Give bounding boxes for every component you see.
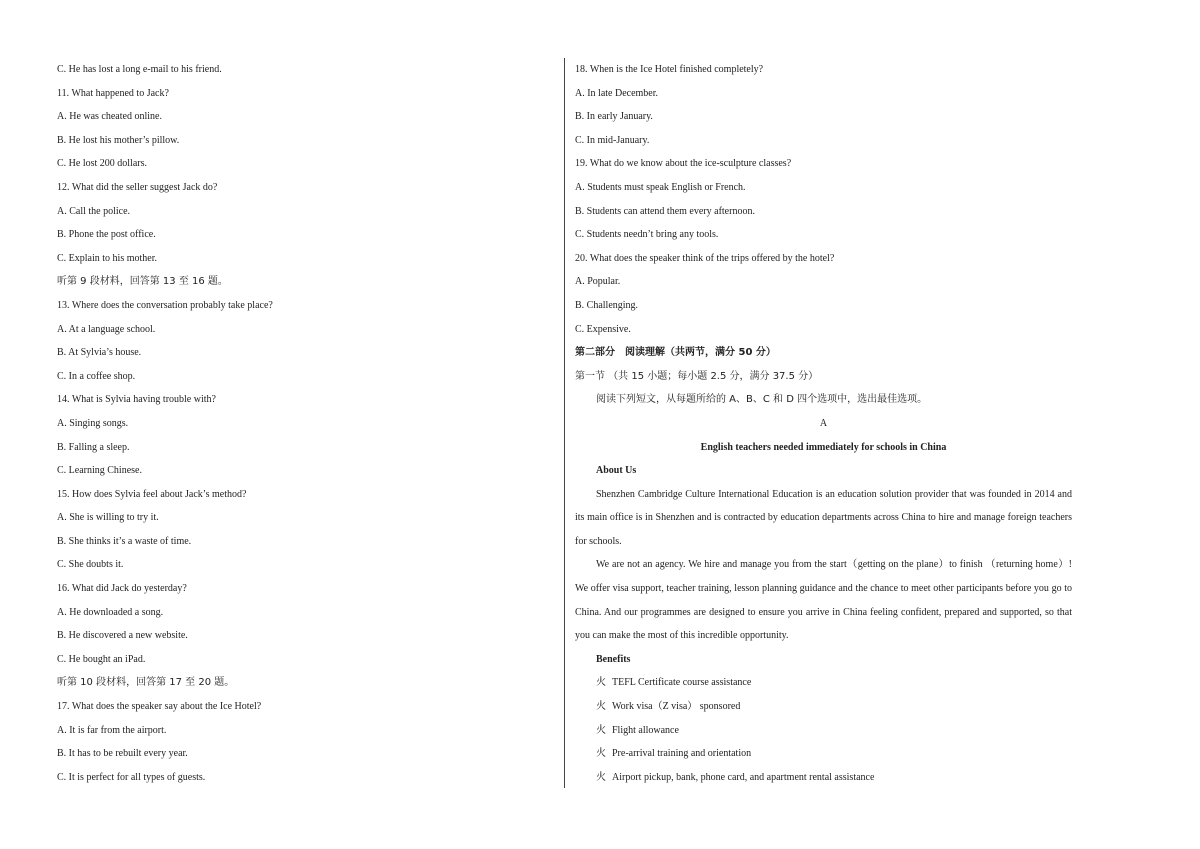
question-line: 16. What did Jack do yesterday?: [57, 583, 187, 595]
benefit-item: [575, 695, 1072, 719]
part-two-heading: 第二部分 阅读理解（共两节，满分 50 分）: [575, 347, 776, 359]
option-line: A. Popular.: [575, 276, 621, 288]
benefit-label: Airport pickup, bank, phone card, and apartment rental assistance: [612, 771, 875, 783]
question-line: 12. What did the seller suggest Jack do?: [57, 181, 218, 193]
benefit-item: [575, 766, 1072, 790]
left-column: [57, 58, 547, 789]
option-line: A. She is willing to try it.: [57, 512, 159, 524]
bullet-icon: 火: [596, 748, 606, 760]
bullet-icon: 火: [596, 724, 606, 736]
listening-instruction: 听第 10 段材料，回答第 17 至 20 题。: [57, 677, 235, 689]
listening-instruction: 听第 9 段材料，回答第 13 至 16 题。: [57, 276, 228, 288]
section-one-heading: 第一节 （共 15 小题；每小题 2.5 分，满分 37.5 分）: [575, 370, 819, 382]
benefit-label: Pre-arrival training and orientation: [612, 748, 752, 760]
option-line: C. Students needn’t bring any tools.: [575, 229, 719, 241]
benefit-item: [575, 671, 1072, 695]
question-line: 11. What happened to Jack?: [57, 87, 169, 99]
about-heading: About Us: [596, 465, 637, 477]
option-line: A. At a language school.: [57, 323, 156, 335]
question-line: 14. What is Sylvia having trouble with?: [57, 394, 216, 406]
option-line: C. It is perfect for all types of guests.: [57, 771, 206, 783]
bullet-icon: 火: [596, 771, 606, 783]
option-line: C. She doubts it.: [57, 559, 124, 571]
question-line: 15. How does Sylvia feel about Jack’s method?: [57, 488, 247, 500]
benefit-label: Work visa（Z visa） sponsored: [612, 701, 741, 713]
right-column: [575, 58, 1072, 789]
option-line: B. Students can attend them every afternoon.: [575, 205, 755, 217]
option-line: B. It has to be rebuilt every year.: [57, 748, 188, 760]
question-line: 13. Where does the conversation probably take place?: [57, 299, 273, 311]
option-line: A. Students must speak English or French.: [575, 181, 746, 193]
option-line: C. He lost 200 dollars.: [57, 158, 147, 170]
question-line: 17. What does the speaker say about the Ice Hotel?: [57, 701, 262, 713]
option-line: C. Expensive.: [575, 323, 631, 335]
option-line: B. He lost his mother’s pillow.: [57, 134, 180, 146]
benefit-label: Flight allowance: [612, 724, 679, 736]
option-line: B. Challenging.: [575, 299, 639, 311]
option-line: C. Explain to his mother.: [57, 252, 157, 264]
option-line: A. He downloaded a song.: [57, 606, 164, 618]
question-line: 19. What do we know about the ice-sculpture classes?: [575, 158, 792, 170]
option-line: B. In early January.: [575, 111, 653, 123]
option-line: B. At Sylvia’s house.: [57, 347, 142, 359]
option-line: C. Learning Chinese.: [57, 465, 142, 477]
option-line: C. In mid-January.: [575, 134, 650, 146]
benefit-item: [575, 719, 1072, 743]
about-paragraph-2: We are not an agency. We hire and manage you from the start（getting on the plane）to finish （returning home）! We offer visa support, teacher training, lesson planning guidance and the chance to meet other participants before you go to China. And our programmes are designed to ensure you arrive in China feeling confident, prepared and supported, so that you can make the most of this incredible opportunity.: [575, 559, 1072, 642]
option-line: A. It is far from the airport.: [57, 724, 167, 736]
option-line: B. She thinks it’s a waste of time.: [57, 535, 192, 547]
bullet-icon: 火: [596, 677, 606, 689]
option-line: C. He bought an iPad.: [57, 653, 146, 665]
question-line: 20. What does the speaker think of the trips offered by the hotel?: [575, 252, 835, 264]
option-line: B. Phone the post office.: [57, 229, 156, 241]
column-divider: [564, 58, 565, 788]
benefit-item: [575, 742, 1072, 766]
option-line: C. In a coffee shop.: [57, 370, 136, 382]
bullet-icon: 火: [596, 701, 606, 713]
option-line: A. Singing songs.: [57, 417, 129, 429]
passage-title: English teachers needed immediately for schools in China: [700, 441, 947, 453]
reading-instruction: 阅读下列短文，从每题所给的 A、B、C 和 D 四个选项中，选出最佳选项。: [596, 394, 928, 406]
benefits-heading: Benefits: [596, 653, 631, 665]
option-line: B. He discovered a new website.: [57, 630, 188, 642]
passage-letter: A: [819, 417, 828, 429]
option-line: C. He has lost a long e-mail to his friend.: [57, 64, 222, 75]
option-line: A. In late December.: [575, 87, 659, 99]
about-paragraph-1: Shenzhen Cambridge Culture International Education is an education solution provider that was founded in 2014 and its main office is in Shenzhen and is contracted by education departments across China to hire and manage foreign teachers for schools.: [575, 488, 1072, 547]
option-line: A. Call the police.: [57, 205, 131, 217]
option-line: A. He was cheated online.: [57, 111, 162, 123]
benefit-label: TEFL Certificate course assistance: [612, 677, 752, 689]
option-line: B. Falling a sleep.: [57, 441, 130, 453]
question-line: 18. When is the Ice Hotel finished completely?: [575, 64, 764, 75]
